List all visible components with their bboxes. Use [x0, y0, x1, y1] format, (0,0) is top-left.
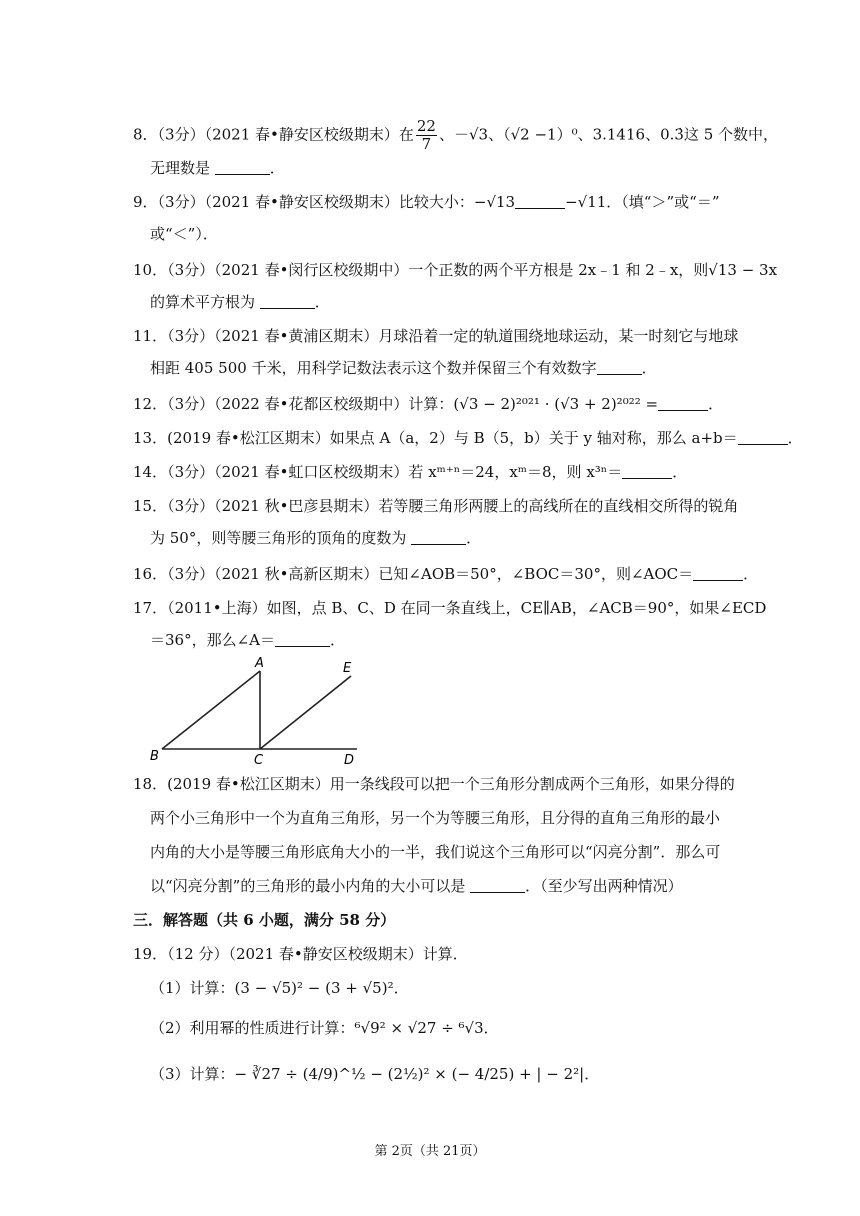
page-footer: [0, 1140, 860, 1159]
question-10-line1: [133, 260, 777, 280]
question-13-line1: 13．(2019 春•松江区期末）如果点 A（a，2）与 B（5，b）关于 y 轴对称，那么 a+b＝ ．: [133, 429, 803, 447]
q19-sub3: （3）计算：− ∛27 ÷ (4/9)^½ − (2½)² × (− 4/25) + | − 2²|．: [150, 1065, 600, 1083]
question-9-line2: [150, 224, 218, 244]
q9-text-end: −√11．（填“＞”或“＝”: [565, 193, 720, 211]
answer-blank[interactable]: [738, 430, 788, 445]
q9-text: 9．（3分）（2021 春•静安区校级期末）比较大小：−√13: [133, 193, 516, 211]
question-14-line1: 14．（3分）（2021 春•虹口区校级期末）若 xᵐ⁺ⁿ＝24，xᵐ＝8，则 x³ⁿ＝ ．: [133, 463, 688, 481]
q17-text: 17．（2011•上海）如图，点 B、C、D 在同一条直线上，CE∥AB，∠ACB＝90°，如果∠ECD: [133, 599, 767, 617]
q10-line2: 的算术平方根为: [150, 293, 256, 311]
question-9-line1: [133, 192, 719, 212]
question-15-line1: [133, 496, 738, 516]
question-17-line1: [133, 598, 766, 618]
q9-line2: 或“＜”）．: [150, 225, 218, 243]
answer-blank[interactable]: [622, 464, 672, 479]
geometry-figure: [150, 654, 370, 764]
answer-blank[interactable]: [515, 194, 565, 209]
label-E: E: [343, 661, 352, 676]
q8-line2: 无理数是: [150, 159, 211, 177]
question-11-line1: [133, 326, 738, 346]
answer-blank[interactable]: [411, 530, 466, 545]
q19-text: 19．（12 分）（2021 春•静安区校级期末）计算．: [133, 945, 468, 963]
question-17-line2: ＝36°，那么∠A＝ ．: [150, 631, 346, 649]
line-CE: [260, 676, 351, 749]
q16-text: 16．（3分）（2021 秋•高新区期末）已知∠AOB＝50°，∠BOC＝30°，则∠AOC＝: [133, 565, 694, 583]
label-C: C: [254, 753, 264, 764]
line-AB: [162, 671, 260, 749]
question-10-line2: 的算术平方根为 ．: [150, 293, 330, 311]
q13-text: 13．(2019 春•松江区期末）如果点 A（a，2）与 B（5，b）关于 y 轴对称，那么 a+b＝: [133, 429, 738, 447]
question-18-line1: [133, 774, 735, 794]
question-18-line2: [150, 808, 720, 828]
q14-text: 14．（3分）（2021 春•虹口区校级期末）若 xᵐ⁺ⁿ＝24，xᵐ＝8，则 x³ⁿ＝: [133, 463, 623, 481]
q18-text: 18．(2019 春•松江区期末）用一条线段可以把一个三角形分割成两个三角形，如果分得的: [133, 775, 735, 793]
label-D: D: [344, 753, 355, 764]
q10-text: 10．（3分）（2021 春•闵行区校级期中）一个正数的两个平方根是 2x﹣1 和 2﹣x，则√13 − 3x: [133, 261, 778, 279]
fraction-22-7: [416, 118, 437, 153]
q19-sub2: （2）利用幂的性质进行计算：⁶√9² × √27 ÷ ⁶√3．: [150, 1019, 499, 1037]
answer-blank[interactable]: [215, 160, 270, 175]
q15-line2: 为 50°，则等腰三角形的顶角的度数为: [150, 529, 407, 547]
question-15-line2: 为 50°，则等腰三角形的顶角的度数为 ．: [150, 529, 482, 547]
question-12-line1: 12．（3分）（2022 春•花都区校级期中）计算：(√3 − 2)²⁰²¹ · (√3 + 2)²⁰²² = ．: [133, 395, 724, 413]
q8-prefix: 8．（3分）（2021 春•静安区校级期末）在: [133, 125, 414, 144]
frac-numerator: 22: [416, 117, 436, 135]
question-18-line4: [150, 876, 683, 896]
answer-blank[interactable]: [275, 632, 330, 647]
page-number: 第 2页（共 21页）: [374, 1144, 486, 1159]
q18-line2: 两个小三角形中一个为直角三角形，另一个为等腰三角形，且分得的直角三角形的最小: [150, 809, 721, 827]
question-18-line3: [150, 842, 720, 862]
question-19-sub3: [150, 1064, 599, 1084]
question-19-sub1: [150, 978, 409, 998]
answer-blank[interactable]: [693, 566, 743, 581]
q11-text: 11．（3分）（2021 春•黄浦区期末）月球沿着一定的轨道围绕地球运动，某一时刻它与地球: [133, 327, 739, 345]
answer-blank[interactable]: [658, 396, 708, 411]
frac-denominator: 7: [421, 135, 432, 153]
question-19-line1: [133, 944, 468, 964]
section-3-title: [133, 910, 395, 930]
q18-line3: 内角的大小是等腰三角形底角大小的一半，我们说这个三角形可以“闪亮分割”．那么可: [150, 843, 721, 861]
answer-blank[interactable]: [597, 360, 642, 375]
question-16-line1: 16．（3分）（2021 秋•高新区期末）已知∠AOB＝50°，∠BOC＝30°，则∠AOC＝ ．: [133, 565, 759, 583]
q19-sub1: （1）计算：(3 − √5)² − (3 + √5)²．: [150, 979, 409, 997]
section-title: 三．解答题（共 6 小题，满分 58 分）: [133, 911, 396, 929]
answer-blank[interactable]: [260, 294, 315, 309]
question-19-sub2: [150, 1018, 499, 1038]
question-8-line1: [133, 118, 778, 153]
q11-line2: 相距 405 500 千米，用科学记数法表示这个数并保留三个有效数字: [150, 359, 597, 377]
q15-text: 15．（3分）（2021 秋•巴彦县期末）若等腰三角形两腰上的高线所在的直线相交所得的锐角: [133, 497, 739, 515]
label-A: A: [255, 656, 264, 671]
label-B: B: [150, 749, 159, 764]
q8-rest: 、－√3、（√2 −1）⁰、3.1416、0.3̇这 5 个数中，: [438, 125, 779, 144]
q17-line2: ＝36°，那么∠A＝: [150, 631, 275, 649]
q12-text: 12．（3分）（2022 春•花都区校级期中）计算：(√3 − 2)²⁰²¹ · (√3 + 2)²⁰²² =: [133, 395, 659, 413]
answer-blank[interactable]: [470, 878, 525, 893]
question-8-line2: 无理数是 ．: [150, 159, 285, 177]
question-11-line2: 相距 405 500 千米，用科学记数法表示这个数并保留三个有效数字 ．: [150, 359, 657, 377]
q18-line4: 以“闪亮分割”的三角形的最小内角的大小可以是: [150, 877, 466, 895]
q18-line4-end: ．（至少写出两种情况）: [525, 877, 683, 895]
